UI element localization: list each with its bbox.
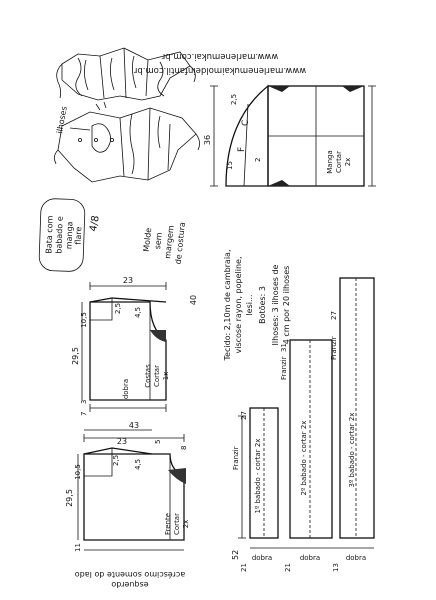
ruffle-1-label: 1º babado - cortar 2x [254, 438, 262, 514]
garment-sketch-front [54, 102, 199, 182]
sleeve-label-l3: 2x [344, 157, 352, 167]
back-d25: 2,5 [114, 302, 122, 314]
front-d5: 5 [154, 439, 162, 444]
ruffle-3 [330, 278, 374, 538]
dobra-markers [240, 548, 374, 572]
note-l4: de costura [173, 221, 188, 265]
ruffle-2-fill: Franzir [280, 356, 288, 380]
ruffle-3-length: 27 [330, 311, 338, 320]
dobra-2: dobra [299, 554, 321, 562]
sleeve-dim-36: 36 [203, 134, 212, 146]
note-l1: Molde [141, 227, 154, 253]
front-d45: 4,5 [134, 458, 142, 470]
back-label-l1: Costas [144, 364, 152, 388]
front-piece [65, 421, 190, 552]
title-l3: manga [64, 221, 75, 250]
front-label-l1: Frente [164, 512, 172, 536]
ilhoses-label [55, 106, 90, 135]
back-dobra: dobra [122, 378, 130, 400]
ruffle-3-height: 13 [332, 563, 340, 572]
front-d8: 8 [180, 445, 188, 450]
fabric-ilhoses-l2: 4 cm por 20 ilhoses [282, 265, 291, 345]
front-label-l3: 2x [182, 519, 190, 529]
front-label-l2: Cortar [173, 513, 181, 535]
ruffle-1 [240, 408, 278, 538]
ruffle-3-fill: Franzir [330, 336, 338, 360]
sleeve-label-l2: Cortar [335, 151, 343, 173]
ruffle-2-length: 31 [280, 343, 288, 352]
back-d40: 40 [189, 294, 198, 306]
dobra-1: dobra [251, 554, 273, 562]
ruffle-1-fill: Franzir [232, 446, 240, 470]
fabric-botoes: Botões: 3 [258, 286, 267, 324]
note-l3: margem [163, 224, 176, 260]
sleeve-c: C [241, 119, 251, 126]
back-d295: 29,5 [71, 347, 80, 365]
sleeve-dim-25: 2,5 [230, 93, 238, 105]
ilhoses-text: ilhoses [55, 105, 69, 135]
back-label-l2: Cortar [153, 365, 161, 387]
fabric-l2: viscose rayon, popeline, [234, 256, 243, 354]
sleeve-label-l1: Manga [326, 150, 334, 174]
front-d105: 10,5 [74, 464, 82, 480]
ruffle-2-height: 21 [284, 563, 292, 572]
watermark-line2: www.marlenemukai.com.br [161, 51, 279, 61]
sleeve-dim-z: 2 [254, 157, 262, 162]
back-d45: 4,5 [134, 306, 142, 318]
sleeve-f: F [237, 146, 247, 152]
back-d3: 3 [80, 399, 88, 404]
back-d7: 7 [80, 411, 88, 416]
watermark-line1: www.marlenemukaimoldeinfantil.com.br [133, 65, 307, 75]
watermark [133, 51, 306, 75]
front-d25: 2,5 [112, 454, 120, 466]
ruffle-2 [280, 340, 332, 538]
note-l2: sem [153, 232, 164, 250]
front-d295: 29,5 [65, 489, 74, 507]
acrescimo-l2: esquerdo [111, 580, 149, 589]
dobra-3: dobra [345, 554, 367, 562]
title-l1: Bata com [44, 215, 55, 254]
ruffle-3-label: 3º babado - cortar 2x [348, 412, 356, 488]
title-l2: babado e [54, 216, 65, 254]
back-d23: 23 [122, 276, 134, 285]
note [141, 218, 187, 265]
back-d105: 10,5 [80, 312, 88, 328]
fabric-l1: Tecido: 2,10m de cambraia, [223, 249, 232, 361]
front-d43: 43 [128, 421, 140, 430]
title-l4: flare [73, 226, 84, 245]
acrescimo-note [75, 570, 186, 589]
ruffle-2-label: 2º babado - cortar 2x [300, 420, 308, 496]
back-piece [71, 276, 198, 416]
front-d23: 23 [116, 437, 128, 446]
ruffle-1-height: 21 [240, 563, 248, 572]
front-d11: 11 [74, 543, 82, 552]
ruffle-total-52: 52 [231, 549, 240, 560]
sleeve-dim-15: 15 [226, 161, 234, 170]
acrescimo-l1: acréscimo somente do lado [74, 570, 186, 579]
fabric-l3: lesi... [245, 294, 254, 316]
title-size: 4/8 [88, 214, 102, 233]
back-label-l3: 1x [162, 371, 170, 381]
fabric-ilhoses-l1: Ilhoses: 3 ilhoses de [271, 264, 280, 346]
title-box [39, 198, 85, 271]
ruffle-1-length: 27 [240, 411, 248, 420]
sleeve-piece [203, 86, 376, 186]
